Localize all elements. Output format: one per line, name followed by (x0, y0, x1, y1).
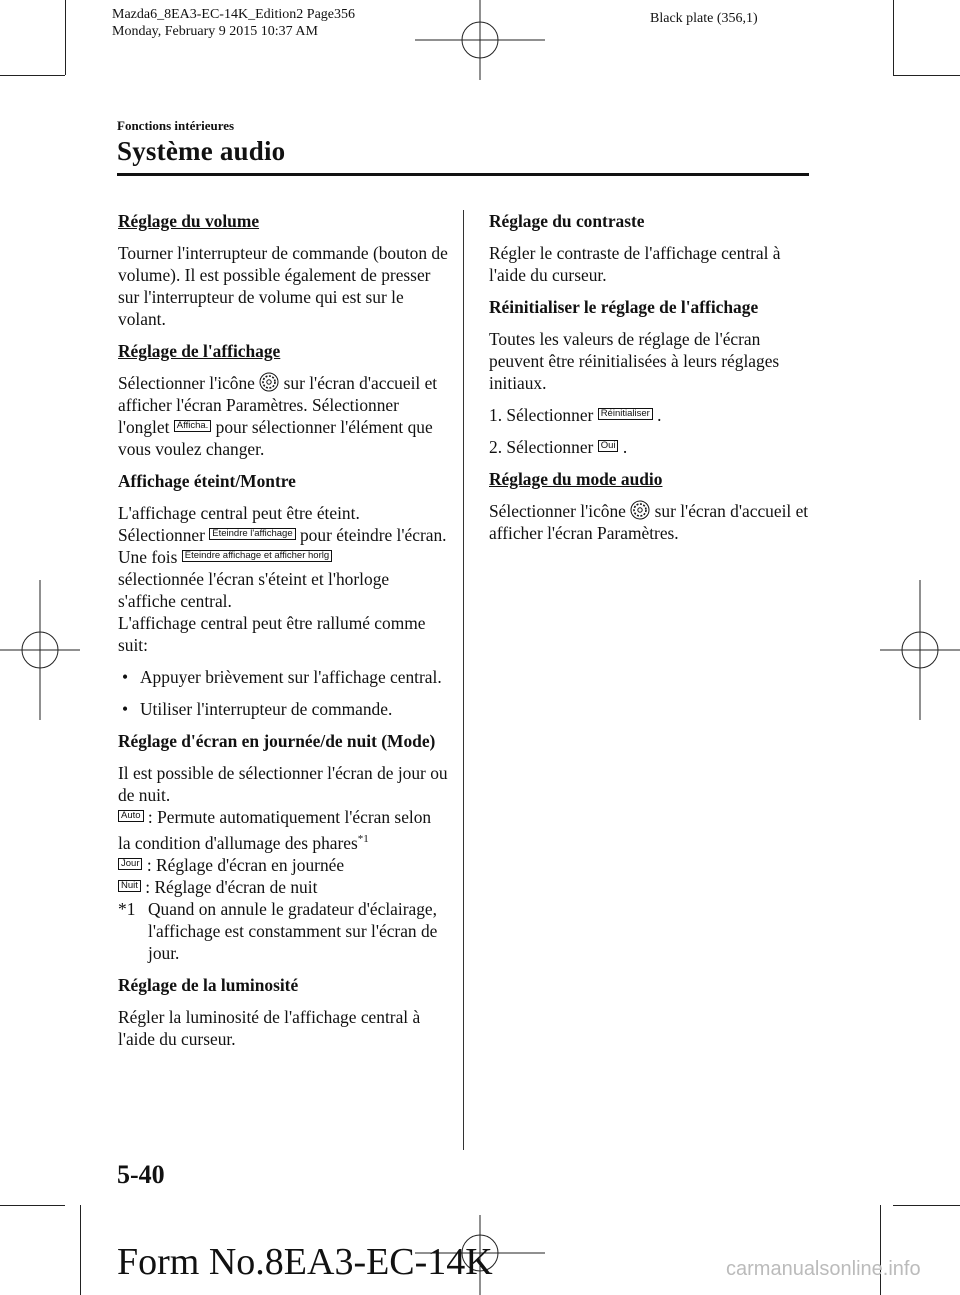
paragraph-luminosite: Régler la luminosité de l'affichage central à l'aide du curseur. (118, 1006, 421, 1049)
step-number: 1. (489, 405, 503, 425)
text: sur l'écran d'accueil et afficher l'écran Paramètres. (489, 501, 809, 543)
crop-mark (65, 0, 66, 75)
step-number: 2. (489, 437, 503, 457)
registration-mark-top (415, 0, 545, 80)
text: : Réglage d'écran en journée (146, 854, 345, 875)
text: Sélectionner l'icône (118, 373, 255, 393)
bullet-dot-icon: • (122, 699, 129, 719)
text: . (618, 437, 628, 457)
watermark: carmanualsonline.info (726, 1258, 921, 1280)
heading-volume: Réglage du volume (118, 211, 260, 231)
left-column (118, 210, 448, 1060)
text: Sélectionner (118, 525, 210, 545)
text: Une fois (118, 547, 182, 567)
mode-jour-line (118, 854, 448, 876)
heading-mode-audio: Réglage du mode audio (489, 469, 663, 489)
text: Quand on annule le gradateur d'éclairage, l'affichage est constamment sur l'écran de jour. (148, 898, 438, 963)
paragraph-reinit: Toutes les valeurs de réglage de l'écran peuvent être réinitialisées à leurs réglages initiaux. (489, 329, 780, 393)
paragraph-eteint (118, 502, 448, 656)
settings-gear-icon (259, 372, 279, 392)
text: Appuyer brièvement sur l'affichage central. (140, 667, 442, 687)
form-number: Form No.8EA3-EC-14K (117, 1241, 493, 1283)
auto-button: Auto (118, 810, 144, 822)
step-1 (489, 404, 809, 426)
chapter-label: Fonctions intérieures (117, 118, 235, 133)
text: . (652, 405, 662, 425)
paragraph-mode-audio (489, 500, 809, 544)
crop-mark (80, 1205, 81, 1295)
step-2 (489, 436, 809, 458)
jour-button: Jour (118, 858, 142, 870)
paragraph-affichage (118, 372, 448, 460)
crop-mark (0, 1205, 65, 1206)
text: pour sélectionner l'élément que vous voulez changer. (118, 417, 433, 459)
crop-mark (0, 75, 65, 76)
text: L'affichage central peut être rallumé comme suit: (118, 613, 426, 655)
oui-button: Oui (598, 440, 619, 452)
eteindre-horloge-button: Éteindre affichage et afficher horlg (182, 550, 332, 562)
heading-eteint: Affichage éteint/Montre (118, 471, 296, 491)
registration-mark-right (880, 580, 960, 720)
footnote-mark: *1 (118, 898, 136, 919)
title-rule (117, 173, 809, 176)
paragraph-mode: Il est possible de sélectionner l'écran de jour ou de nuit. (118, 763, 448, 805)
heading-reinit: Réinitialiser le réglage de l'affichage (489, 297, 759, 317)
nuit-button: Nuit (118, 880, 141, 892)
registration-mark-left (0, 580, 80, 720)
text: : Réglage d'écran de nuit (145, 876, 318, 897)
print-meta-file: Mazda6_8EA3-EC-14K_Edition2 Page356 (112, 7, 356, 22)
affichage-tab-button: Afficha. (174, 420, 212, 432)
footnote (118, 898, 448, 964)
settings-gear-icon (630, 500, 650, 520)
text: pour éteindre l'écran. (299, 525, 447, 545)
text: Sélectionner l'icône (489, 501, 626, 521)
text: Sélectionner (506, 437, 598, 457)
bullet-dot-icon: • (122, 667, 129, 687)
text: L'affichage central peut être éteint. (118, 503, 360, 523)
plate-label: Black plate (356,1) (650, 11, 758, 26)
heading-affichage: Réglage de l'affichage (118, 341, 281, 361)
page-title: Système audio (117, 136, 286, 166)
crop-mark (893, 75, 960, 76)
footnote-ref: *1 (357, 833, 369, 845)
heading-luminosite: Réglage de la luminosité (118, 974, 299, 995)
print-meta (112, 6, 355, 40)
paragraph-volume: Tourner l'interrupteur de commande (bouton de volume). Il est possible également de presser sur l'interrupteur de volume qui est sur le volant. (118, 243, 448, 329)
crop-mark (893, 0, 894, 75)
text: sélectionnée l'écran s'éteint et l'horloge s'affiche central. (118, 569, 390, 611)
heading-mode: Réglage d'écran en journée/de nuit (Mode) (118, 731, 436, 751)
text: : Permute automatiquement l'écran selon la condition d'allumage des phares (118, 807, 432, 853)
text: Sélectionner (506, 405, 598, 425)
column-divider (463, 210, 464, 1150)
eteindre-affichage-button: Éteindre l'affichage (209, 528, 295, 540)
heading-contraste: Réglage du contraste (489, 211, 645, 231)
right-column (489, 210, 809, 554)
mode-auto-line (118, 806, 448, 854)
bullet-item (118, 698, 448, 720)
paragraph-contraste: Régler le contraste de l'affichage central à l'aide du curseur. (489, 243, 781, 285)
crop-mark (880, 1205, 881, 1295)
reinitialiser-button: Réinitialiser (598, 408, 653, 420)
print-meta-date: Monday, February 9 2015 10:37 AM (112, 24, 318, 39)
crop-mark (893, 1205, 960, 1206)
text: Utiliser l'interrupteur de commande. (140, 699, 393, 719)
page-number: 5-40 (117, 1160, 165, 1189)
mode-nuit-line (118, 876, 448, 898)
bullet-item (118, 666, 448, 688)
text: sur l'écran d'accueil et afficher l'écran Paramètres. Sélectionner l'onglet (118, 373, 438, 437)
